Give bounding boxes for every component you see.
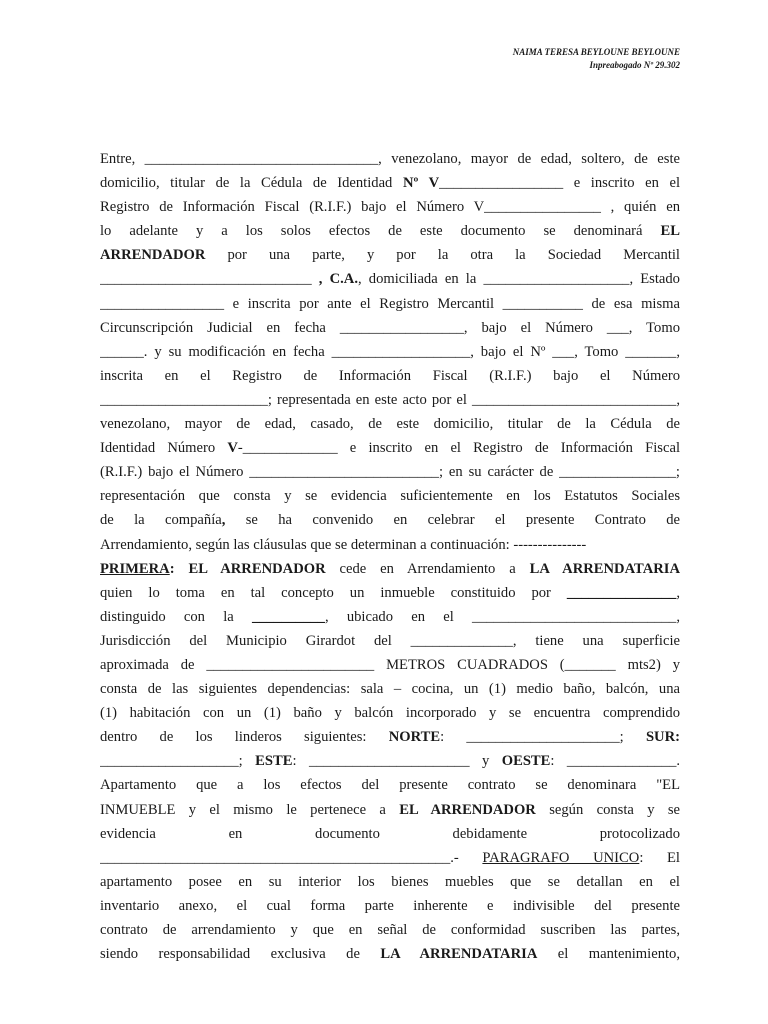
text-segment: se ha convenido en celebrar el presente Contrato de	[225, 512, 680, 529]
text-segment: LA ARRENDATARIA	[380, 946, 538, 963]
contract-line	[100, 653, 680, 677]
text-segment: _____________________________	[100, 271, 319, 288]
contract-line	[100, 870, 680, 894]
text-segment: Apartamento que a los efectos del presente contrato se denominara "EL	[100, 777, 680, 794]
contract-line	[100, 243, 680, 267]
contract-line	[100, 942, 680, 966]
text-segment: Nº V	[402, 175, 440, 192]
contract-line	[100, 316, 680, 340]
text-segment: ESTE	[255, 753, 293, 770]
contract-line	[100, 773, 680, 797]
text-segment: consta de las siguientes dependencias: sala – cocina, un (1) medio baño, balcón, una	[100, 681, 680, 698]
text-segment: _________________ e inscrito en el	[439, 175, 680, 192]
contract-line	[100, 171, 680, 195]
text-segment: de la compañía	[100, 512, 222, 529]
text-segment: según consta y se	[535, 801, 680, 818]
text-segment: ________________________________________________.-	[100, 849, 483, 866]
contract-body	[100, 147, 680, 966]
text-segment: Arrendamiento, según las cláusulas que se determinan a continuación: ---------------	[100, 536, 587, 553]
contract-line	[100, 267, 680, 291]
text-segment: EL	[660, 223, 680, 240]
text-segment: venezolano, mayor de edad, casado, de este domicilio, titular de la Cédula de	[100, 416, 680, 433]
text-segment: (R.I.F.) bajo el Número __________________________; en su carácter de ________________;	[100, 464, 680, 481]
text-segment: cede en Arrendamiento a	[325, 560, 530, 577]
text-segment: EL ARRENDADOR	[399, 801, 536, 818]
text-segment: Registro de Información Fiscal (R.I.F.) bajo el Número V________________ , quién en	[100, 199, 680, 216]
text-segment: Jurisdicción del Municipio Girardot del ______________, tiene una superficie	[100, 632, 680, 649]
text-segment: distinguido con la	[100, 608, 252, 625]
contract-line	[100, 412, 680, 436]
text-segment: domicilio, titular de la Cédula de Identidad	[100, 175, 403, 192]
text-segment: INMUEBLE y el mismo le pertenece a	[100, 801, 400, 818]
contract-line	[100, 292, 680, 316]
text-segment: __________	[251, 608, 325, 625]
text-segment: , C.A.	[318, 271, 358, 288]
text-segment: contrato de arrendamiento y que en señal de conformidad suscriben las partes,	[100, 922, 680, 938]
text-segment: dentro de los linderos siguientes:	[100, 729, 389, 746]
contract-line	[100, 508, 680, 532]
text-segment: : El	[639, 849, 680, 866]
text-segment: ,	[221, 512, 226, 529]
text-segment: ,	[676, 584, 680, 601]
contract-line	[100, 147, 680, 171]
text-segment: PRIMERA	[100, 560, 170, 577]
author-name: NAIMA TERESA BEYLOUNE BEYLOUNE	[512, 47, 680, 57]
contract-line	[100, 918, 680, 942]
contract-line	[100, 460, 680, 484]
contract-line	[100, 725, 680, 749]
text-segment: SUR:	[645, 729, 680, 746]
letterhead	[513, 46, 680, 72]
bar-registration: Inpreabogado Nº 29.302	[589, 60, 680, 70]
text-segment: ______. y su modificación en fecha ___________________, bajo el Nº ___, Tomo _______,	[100, 343, 680, 360]
text-segment: evidencia en documento debidamente protocolizado	[100, 825, 680, 842]
contract-line	[100, 701, 680, 725]
text-segment: por una parte, y por la otra la Sociedad Mercantil	[205, 247, 680, 264]
text-segment: : ______________________ y	[292, 753, 502, 770]
contract-line	[100, 749, 680, 773]
contract-line	[100, 581, 680, 605]
contract-line	[100, 798, 680, 822]
text-segment: V	[227, 440, 238, 457]
contract-line	[100, 484, 680, 508]
text-segment: ___________________;	[100, 753, 256, 770]
contract-line	[100, 557, 680, 581]
text-segment: : _______________.	[550, 753, 680, 770]
contract-line	[100, 677, 680, 701]
contract-line	[100, 605, 680, 629]
contract-line	[100, 340, 680, 364]
contract-line	[100, 219, 680, 243]
text-segment: Entre, ________________________________, venezolano, mayor de edad, soltero, de este	[100, 151, 680, 167]
text-segment: OESTE	[501, 753, 551, 770]
text-segment: PARAGRAFO UNICO	[482, 849, 640, 866]
contract-line	[100, 629, 680, 653]
text-segment: -_____________ e inscrito en el Registro de Información Fiscal	[237, 440, 680, 457]
text-segment: siendo responsabilidad exclusiva de	[100, 946, 381, 963]
text-segment: _______________	[566, 584, 677, 601]
contract-line	[100, 436, 680, 460]
text-segment: aproximada de _______________________ METROS CUADRADOS (_______ mts2) y	[100, 656, 680, 673]
text-segment: Circunscripción Judicial en fecha _________________, bajo el Número ___, Tomo	[100, 319, 680, 336]
text-segment: representación que consta y se evidencia suficientemente en los Estatutos Sociales	[100, 488, 680, 505]
text-segment: NORTE	[388, 729, 441, 746]
text-segment: lo adelante y a los solos efectos de este documento se denominará	[100, 223, 661, 240]
contract-line	[100, 533, 680, 557]
text-segment: inventario anexo, el cual forma parte inherente e indivisible del presente	[100, 897, 680, 914]
contract-line	[100, 388, 680, 412]
contract-line	[100, 195, 680, 219]
text-segment: el mantenimiento,	[537, 946, 680, 963]
text-segment: ARRENDADOR	[100, 247, 206, 264]
text-segment: , ubicado en el ____________________________,	[324, 608, 680, 625]
text-segment: quien lo toma en tal concepto un inmueble constituido por	[100, 584, 567, 601]
text-segment: Identidad Número	[100, 440, 228, 457]
contract-line	[100, 364, 680, 388]
text-segment: (1) habitación con un (1) baño y balcón incorporado y se encuentra comprendido	[100, 705, 680, 722]
text-segment: : _____________________;	[440, 729, 646, 746]
text-segment: apartamento posee en su interior los bienes muebles que se detallan en el	[100, 873, 680, 890]
text-segment: _________________ e inscrita por ante el Registro Mercantil ___________ de esa misma	[100, 295, 680, 312]
contract-line	[100, 822, 680, 846]
text-segment: , domiciliada en la ____________________, Estado	[357, 271, 680, 288]
contract-line	[100, 894, 680, 918]
text-segment: LA ARRENDATARIA	[529, 560, 680, 577]
text-segment: _______________________; representada en este acto por el ____________________________,	[100, 391, 680, 408]
text-segment: inscrita en el Registro de Información Fiscal (R.I.F.) bajo el Número	[100, 367, 680, 384]
contract-line	[100, 846, 680, 870]
text-segment: : EL ARRENDADOR	[169, 560, 326, 577]
